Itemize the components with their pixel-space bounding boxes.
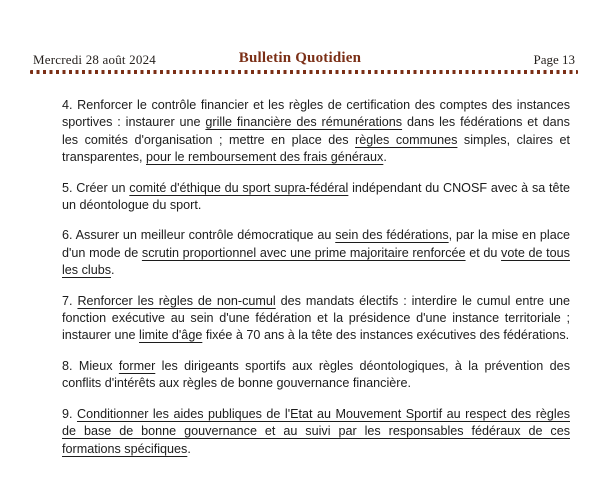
underlined-segment: vote de tous les clubs [62,245,570,278]
text-segment: 4. Renforcer le contrôle financier et les règles de certification des comptes des instances sportives : instaurer une [62,98,570,130]
underlined-segment: sein des fédérations [335,228,449,243]
text-segment: simples, claires et transparentes, [62,132,570,165]
text-segment: fixée à 70 ans à la tête des instances exécutives des fédérations. [202,328,570,343]
paragraph [62,180,570,215]
underlined-segment: Conditionner les aides publiques de l'Etat au Mouvement Sportif au respect des règles de base de bonne gouvernance et au suivi par les responsables fédéraux de ces formations spécifiques [62,406,570,456]
text-segment: . [187,441,191,456]
underlined-segment: règles communes [355,132,458,147]
text-segment: des mandats électifs : interdire le cumul entre une fonction exécutive au sein d'une fédération et la présidence d'une instance territoriale ; instaurer une [62,293,570,343]
header-page-number: Page 13 [533,52,575,67]
text-segment: dans les fédérations et dans les comités d'organisation ; mettre en place des [62,115,570,147]
text-segment: et du [465,245,502,260]
underlined-segment: limite d'âge [139,328,203,343]
paragraph [62,227,570,279]
text-segment: indépendant du CNOSF avec à sa tête un déontologue du sport. [62,180,571,213]
text-segment: 9. [62,406,77,421]
header-date: Mercredi 28 août 2024 [33,52,156,67]
page-header [0,50,600,70]
underlined-segment: comité d'éthique du sport supra-fédéral [129,180,349,195]
header-title: Bulletin Quotidien [238,50,362,66]
text-segment: 5. Créer un [62,180,130,195]
text-segment: les dirigeants sportifs aux règles déontologiques, à la prévention des conflits d'intérêts aux règles de bonne gouvernance financière. [62,358,570,391]
dotted-separator [30,70,578,74]
document-body [62,97,570,471]
underlined-segment: scrutin proportionnel avec une prime majoritaire renforcée [141,245,466,260]
text-segment: , par la mise en place d'un mode de [62,228,571,260]
paragraph [62,293,570,345]
underlined-segment: pour le remboursement des frais généraux [146,150,384,165]
text-segment: 6. Assurer un meilleur contrôle démocratique au [62,228,336,243]
text-segment: . [383,150,387,165]
paragraph [62,358,570,393]
text-segment: 8. Mieux [62,358,119,373]
underlined-segment: former [118,358,156,373]
text-segment: . [111,263,115,278]
paragraph [62,97,570,167]
underlined-segment: Renforcer les règles de non-cumul [77,293,276,308]
underlined-segment: grille financière des rémunérations [205,115,403,130]
paragraph [62,406,570,458]
text-segment: 7. [62,293,78,308]
